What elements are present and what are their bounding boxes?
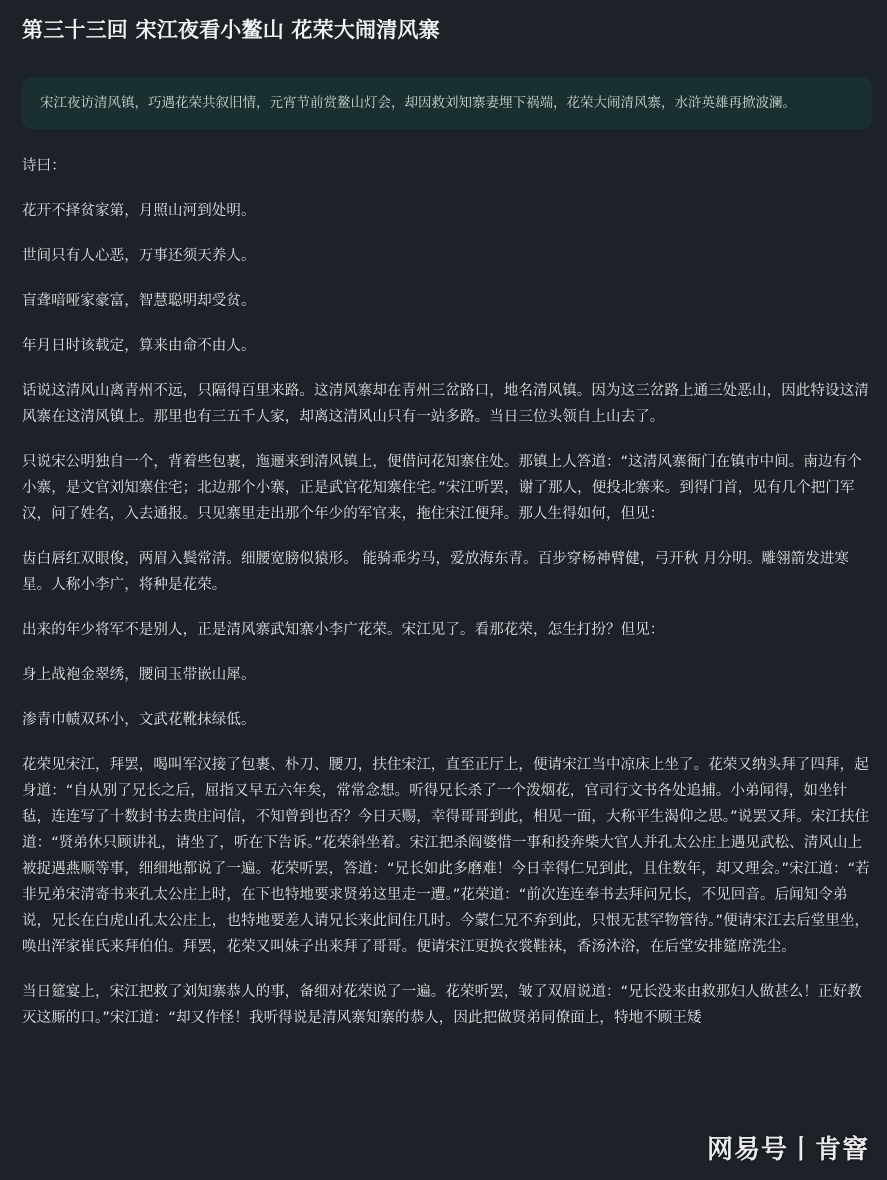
paragraph: 只说宋公明独自一个，背着些包裹，迤逦来到清风镇上，便借问花知寨住处。那镇上人答道：“这清风寨衙门在镇市中间。南边有个小寨，是文官刘知寨住宅；北边那个小寨，正是武官花知寨住宅。”宋江听罢，谢了那人，便投北寨来。到得门首，见有几个把门军汉，问了姓名，入去通报。只见寨里走出那个年少的军官来，拖住宋江便拜。那人生得如何，但见： (22, 454, 862, 522)
paragraph: 年月日时该载定，算来由命不由人。 (22, 338, 256, 354)
paragraph: 渗青巾帻双环小，文武花靴抹绿低。 (22, 712, 256, 728)
paragraph: 盲聋喑哑家豪富，智慧聪明却受贫。 (22, 293, 256, 309)
paragraph: 出来的年少将军不是别人，正是清风寨武知寨小李广花荣。宋江见了。看那花荣，怎生打扮？但见： (22, 622, 665, 638)
paragraph: 齿白唇红双眼俊，两眉入鬓常清。细腰宽膀似猿形。 能骑乖劣马，爱放海东青。百步穿杨神臂健，弓开秋 月分明。雕翎箭发进寒星。人称小李广，将种是花荣。 (22, 551, 850, 593)
paragraph: 世间只有人心恶，万事还须天养人。 (22, 248, 256, 264)
paragraph: 诗曰： (22, 158, 66, 174)
chapter-title: 第三十三回 宋江夜看小鳌山 花荣大闹清风寨 (22, 18, 440, 42)
paragraph: 当日筵宴上，宋江把救了刘知寨恭人的事，备细对花荣说了一遍。花荣听罢，皱了双眉说道：“兄长没来由救那妇人做甚么！正好教灭这厮的口。”宋江道：“却又作怪！我听得说是清风寨知寨的恭人，因此把做贤弟同僚面上，特地不顾王矮 (22, 984, 862, 1026)
paragraph: 身上战袍金翠绣，腰间玉带嵌山犀。 (22, 667, 256, 683)
watermark-logo: 网易号丨肯窨 (706, 1135, 869, 1165)
article-body (22, 153, 872, 1031)
paragraph: 花开不择贫家第，月照山河到处明。 (22, 203, 256, 219)
chapter-summary: 宋江夜访清风镇，巧遇花荣共叙旧情，元宵节前赏鳌山灯会，却因救刘知寨妻埋下祸端，花荣大闹清风寨，水浒英雄再掀波澜。 (22, 77, 872, 129)
paragraph: 花荣见宋江，拜罢，喝叫军汉接了包裹、朴刀、腰刀，扶住宋江，直至正厅上，便请宋江当中凉床上坐了。花荣又纳头拜了四拜，起身道：“自从别了兄长之后，屈指又早五六年矣，常常念想。听得兄长杀了一个泼烟花，官司行文书各处追捕。小弟闻得，如坐针毡，连连写了十数封书去贵庄问信，不知曾到也否？今日天赐，幸得哥哥到此，相见一面，大称平生渴仰之思。”说罢又拜。宋江扶住道：“贤弟休只顾讲礼，请坐了，听在下告诉。”花荣斜坐着。宋江把杀阎婆惜一事和投奔柴大官人并孔太公庄上遇见武松、清风山上被捉遇燕顺等事，细细地都说了一遍。花荣听罢，答道：“兄长如此多磨难！今日幸得仁兄到此，且住数年，却又理会。”宋江道：“若非兄弟宋清寄书来孔太公庄上时，在下也特地要求贤弟这里走一遭。”花荣道：“前次连连奉书去拜问兄长，不见回音。后闻知令弟说，兄长在白虎山孔太公庄上，也特地要差人请兄长来此间住几时。今蒙仁兄不弃到此，只恨无甚罕物管待。”便请宋江去后堂里坐，唤出浑家崔氏来拜伯伯。拜罢，花荣又叫妹子出来拜了哥哥。便请宋江更换衣裳鞋袜，香汤沐浴，在后堂安排筵席洗尘。 (22, 757, 870, 955)
article-page (22, 0, 872, 1050)
paragraph: 话说这清风山离青州不远，只隔得百里来路。这清风寨却在青州三岔路口，地名清风镇。因为这三岔路上通三处恶山，因此特设这清风寨在这清风镇上。那里也有三五千人家，却离这清风山只有一站多路。当日三位头领自上山去了。 (22, 383, 869, 425)
